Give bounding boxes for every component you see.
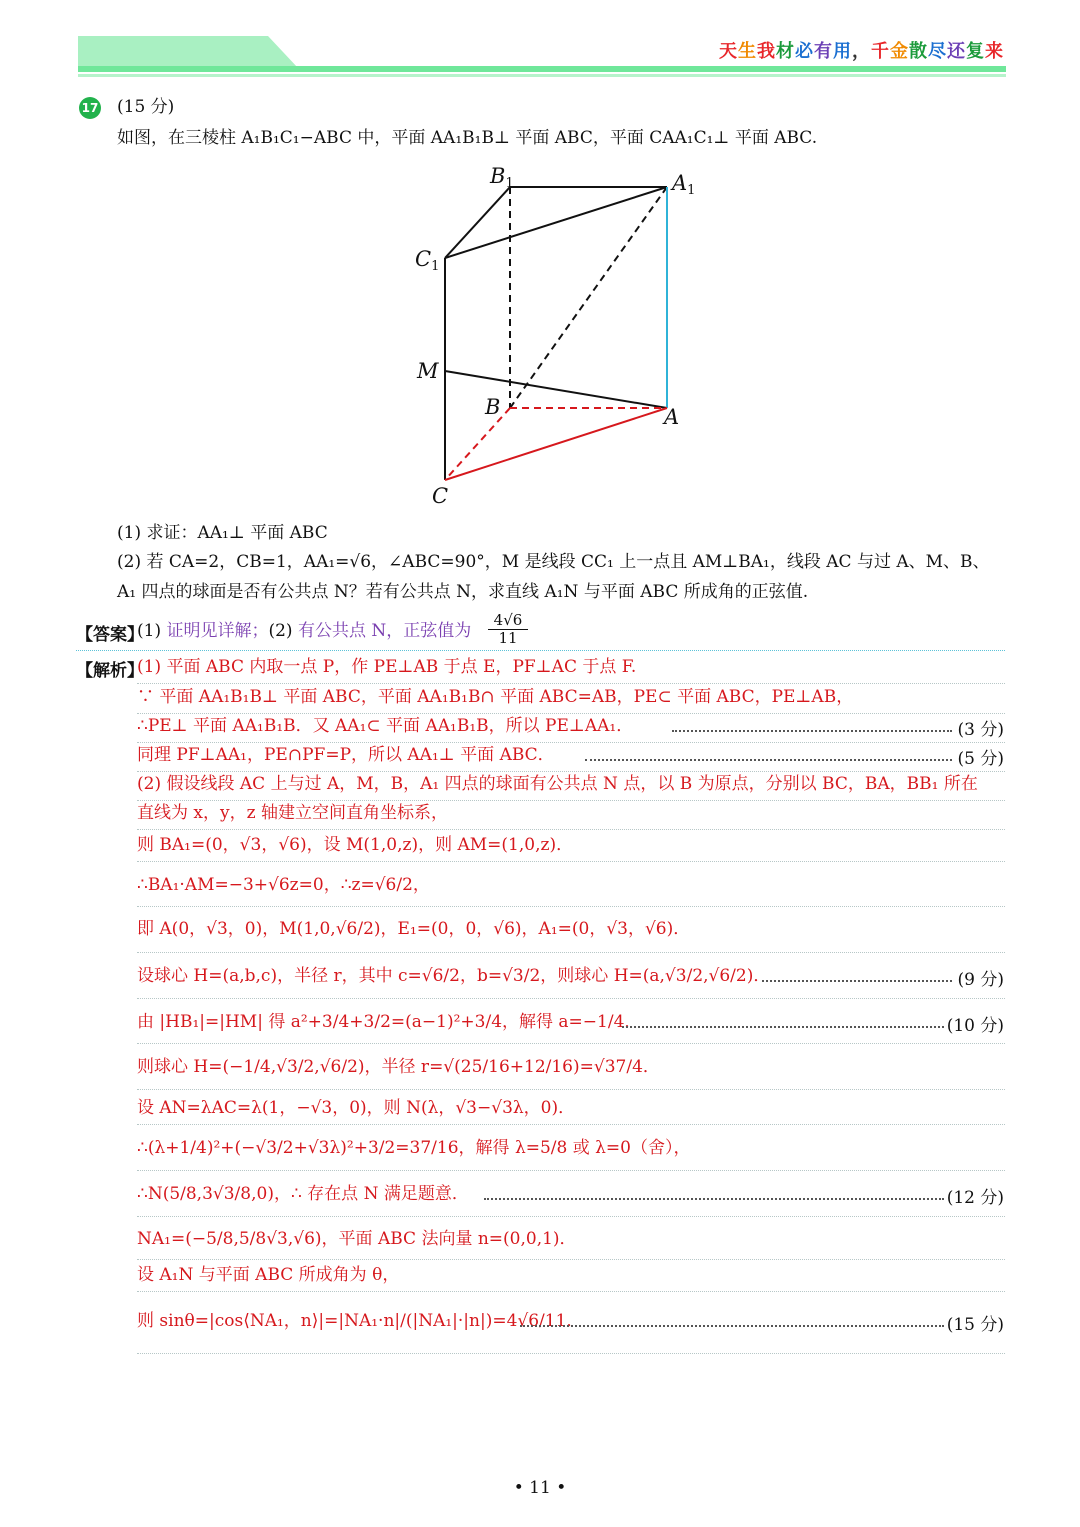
- slogan-char: 用: [833, 41, 852, 62]
- answer-fraction: 4√6 11: [488, 612, 528, 647]
- label-C: C: [432, 484, 449, 508]
- line-rule: [137, 742, 1005, 743]
- slogan-char: 尽: [928, 41, 947, 62]
- line-rule: [137, 1216, 1005, 1217]
- analysis-line-11: 由 |HB₁|=|HM| 得 a²+3/4+3/2=(a−1)²+3/4，解得 a=−1/4．: [137, 1012, 642, 1032]
- question-2-line1: (2) 若 CA=2，CB=1，AA₁=√6，∠ABC=90°，M 是线段 CC₁ 上一点且 AM⊥BA₁，线段 AC 与过 A、M、B、: [117, 552, 990, 572]
- problem-number-badge: 17: [79, 97, 101, 119]
- line-rule: [137, 1089, 1005, 1090]
- slogan-char: 复: [966, 41, 985, 62]
- analysis-line-10: 设球心 H=(a,b,c)，半径 r，其中 c=√6/2，b=√3/2，则球心 H=(a,√3/2,√6/2)．: [137, 966, 771, 986]
- slogan-char: 千: [871, 41, 890, 62]
- analysis-line-2: ∵ 平面 AA₁B₁B⊥ 平面 ABC，平面 AA₁B₁B∩ 平面 ABC=AB，PE⊂ 平面 ABC，PE⊥AB，: [137, 687, 854, 707]
- label-C1: C1: [415, 247, 440, 274]
- figure-dashed-edges: [510, 187, 667, 408]
- edge-CA: [445, 408, 667, 480]
- slogan-char: 金: [890, 41, 909, 62]
- line-rule: [137, 998, 1005, 999]
- header-slogan: [719, 37, 1004, 63]
- score-leader: [762, 980, 952, 982]
- score-12: (12 分): [946, 1188, 1004, 1208]
- analysis-label: 【解析】: [76, 661, 144, 681]
- score-leader: [585, 759, 952, 761]
- line-rule: [137, 800, 1005, 801]
- label-B1: B1: [490, 164, 514, 191]
- line-rule: [137, 861, 1005, 862]
- score-5: (5 分): [957, 749, 1004, 769]
- line-rule: [137, 713, 1005, 714]
- header-tab-shape: [78, 36, 298, 68]
- analysis-line-7: 则 BA₁=(0，√3，√6)，设 M(1,0,z)，则 AM=(1,0,z)．: [137, 835, 574, 855]
- analysis-line-12: 则球心 H=(−1/4,√3/2,√6/2)，半径 r=√(25/16+12/16)=√37/4．: [137, 1057, 660, 1077]
- analysis-line-17: 设 A₁N 与平面 ABC 所成角为 θ，: [137, 1265, 400, 1285]
- analysis-line-14: ∴(λ+1/4)²+(−√3/2+√3λ)²+3/2=37/16，解得 λ=5/8 或 λ=0（舍），: [137, 1138, 691, 1158]
- line-rule: [137, 1170, 1005, 1171]
- label-B: B: [485, 395, 501, 419]
- analysis-line-15: ∴N(5/8,3√3/8,0)，∴ 存在点 N 满足题意．: [137, 1184, 469, 1204]
- slogan-char: 来: [985, 41, 1004, 62]
- header-rule-thick: [78, 66, 1006, 72]
- score-3: (3 分): [957, 720, 1004, 740]
- score-10: (10 分): [946, 1016, 1004, 1036]
- label-A: A: [664, 405, 680, 429]
- answer-label: 【答案】: [76, 625, 144, 645]
- score-leader: [520, 1325, 944, 1327]
- question-2-line2: A₁ 四点的球面是否有公共点 N？若有公共点 N，求直线 A₁N 与平面 ABC 所成角的正弦值.: [117, 582, 809, 602]
- line-rule: [137, 771, 1005, 772]
- slogan-char: 天: [719, 41, 738, 62]
- analysis-line-9: 即 A(0，√3，0)，M(1,0,√6/2)，E₁=(0，0，√6)，A₁=(0，√3，√6)．: [137, 919, 691, 939]
- question-1: (1) 求证：AA₁⊥ 平面 ABC: [117, 523, 328, 543]
- slogan-char: ，: [852, 41, 871, 62]
- problem-points: (15 分): [117, 97, 175, 117]
- score-leader: [622, 1026, 944, 1028]
- line-rule: [137, 829, 1005, 830]
- score-15: (15 分): [946, 1315, 1004, 1335]
- line-rule: [137, 1124, 1005, 1125]
- line-rule: [137, 1353, 1005, 1354]
- line-rule: [137, 1259, 1005, 1260]
- answer-text: (1) 证明见详解；(2) 有公共点 N，正弦值为: [137, 621, 472, 641]
- page-number: • 11 •: [513, 1478, 567, 1498]
- prism-figure: [400, 160, 710, 510]
- line-rule: [137, 906, 1005, 907]
- score-leader: [484, 1198, 944, 1200]
- slogan-char: 散: [909, 41, 928, 62]
- slogan-char: 还: [947, 41, 966, 62]
- figure-solid-edges: [445, 187, 667, 480]
- score-9: (9 分): [957, 970, 1004, 990]
- line-rule: [137, 1043, 1005, 1044]
- line-rule: [137, 683, 1005, 684]
- analysis-line-5: (2) 假设线段 AC 上与过 A，M，B，A₁ 四点的球面有公共点 N 点，以 B 为原点，分别以 BC，BA，BB₁ 所在: [137, 774, 978, 794]
- answer-rule: [76, 650, 1005, 651]
- label-M: M: [417, 359, 439, 383]
- line-rule: [137, 1291, 1005, 1292]
- analysis-line-18: 则 sinθ=|cos⟨NA₁，n⟩|=|NA₁·n|/(|NA₁|·|n|)=4√6/11．: [137, 1311, 584, 1331]
- slogan-char: 生: [738, 41, 757, 62]
- problem-stem: 如图，在三棱柱 A₁B₁C₁−ABC 中，平面 AA₁B₁B⊥ 平面 ABC，平面 CAA₁C₁⊥ 平面 ABC.: [117, 128, 818, 148]
- slogan-char: 材: [776, 41, 795, 62]
- header-rule-thin: [78, 74, 1006, 77]
- slogan-char: 我: [757, 41, 776, 62]
- slogan-char: 有: [814, 41, 833, 62]
- analysis-line-6: 直线为 x，y，z 轴建立空间直角坐标系，: [137, 803, 448, 823]
- analysis-line-13: 设 AN=λAC=λ(1，−√3，0)，则 N(λ，√3−√3λ，0)．: [137, 1098, 576, 1118]
- analysis-line-8: ∴BA₁·AM=−3+√6z=0，∴z=√6/2，: [137, 875, 430, 895]
- score-leader: [672, 730, 952, 732]
- analysis-line-3: ∴PE⊥ 平面 AA₁B₁B．又 AA₁⊂ 平面 AA₁B₁B，所以 PE⊥AA₁．: [137, 716, 634, 736]
- analysis-line-16: NA₁=(−5/8,5/8√3,√6)，平面 ABC 法向量 n=(0,0,1)．: [137, 1229, 577, 1249]
- analysis-line-1: (1) 平面 ABC 内取一点 P，作 PE⊥AB 于点 E，PF⊥AC 于点 F.: [137, 657, 637, 677]
- slogan-char: 必: [795, 41, 814, 62]
- label-A1: A1: [672, 171, 696, 198]
- line-rule: [137, 952, 1005, 953]
- analysis-line-4: 同理 PF⊥AA₁，PE∩PF=P，所以 AA₁⊥ 平面 ABC．: [137, 745, 555, 765]
